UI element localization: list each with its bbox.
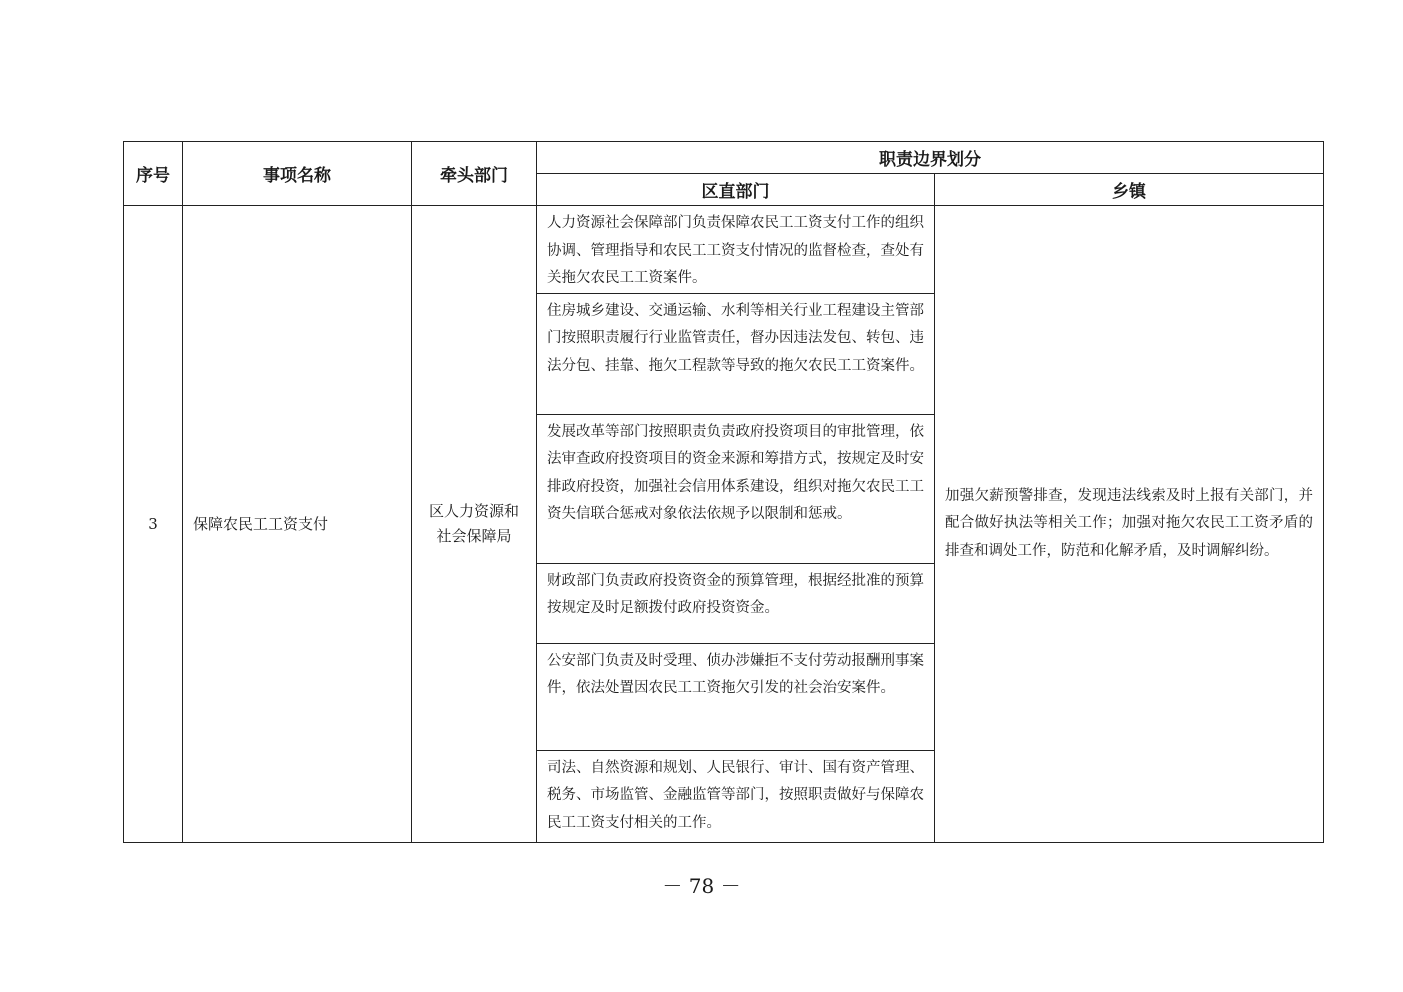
header-item-name: 事项名称 [183,142,412,206]
district-duty-2: 住房城乡建设、交通运输、水利等相关行业工程建设主管部门按照职责履行行业监管责任，督办因违法发包、转包、违法分包、挂靠、拖欠工程款等导致的拖欠农民工工资案件。 [537,293,935,414]
cell-town-duty: 加强欠薪预警排查，发现违法线索及时上报有关部门，并配合做好执法等相关工作；加强对拖欠农民工工资矛盾的排查和调处工作，防范和化解矛盾，及时调解纠纷。 [935,206,1324,843]
header-district-depts: 区直部门 [537,174,935,206]
district-duty-1: 人力资源社会保障部门负责保障农民工工资支付工作的组织协调、管理指导和农民工工资支付情况的监督检查，查处有关拖欠农民工工资案件。 [537,206,935,294]
district-duty-5: 公安部门负责及时受理、侦办涉嫌拒不支付劳动报酬刑事案件，依法处置因农民工工资拖欠引发的社会治安案件。 [537,643,935,750]
district-duty-6: 司法、自然资源和规划、人民银行、审计、国有资产管理、税务、市场监管、金融监管等部门，按照职责做好与保障农民工工资支付相关的工作。 [537,750,935,842]
header-seq: 序号 [124,142,183,206]
cell-seq: 3 [124,206,183,843]
page-number: － 78 － [662,874,741,898]
header-towns: 乡镇 [935,174,1324,206]
district-duty-4: 财政部门负责政府投资资金的预算管理，根据经批准的预算按规定及时足额拨付政府投资资金。 [537,563,935,643]
cell-lead-dept [412,206,537,843]
lead-dept-line2: 社会保障局 [436,526,512,545]
header-lead-dept: 牵头部门 [412,142,537,206]
header-duty-division: 职责边界划分 [537,142,1324,174]
district-duty-3: 发展改革等部门按照职责负责政府投资项目的审批管理，依法审查政府投资项目的资金来源和筹措方式，按规定及时安排政府投资，加强社会信用体系建设，组织对拖欠农民工工资失信联合惩戒对象依法依规予以限制和惩戒。 [537,414,935,563]
cell-item-name: 保障农民工工资支付 [183,206,412,843]
lead-dept-line1: 区人力资源和 [428,501,519,520]
duty-boundary-table [123,141,1324,843]
